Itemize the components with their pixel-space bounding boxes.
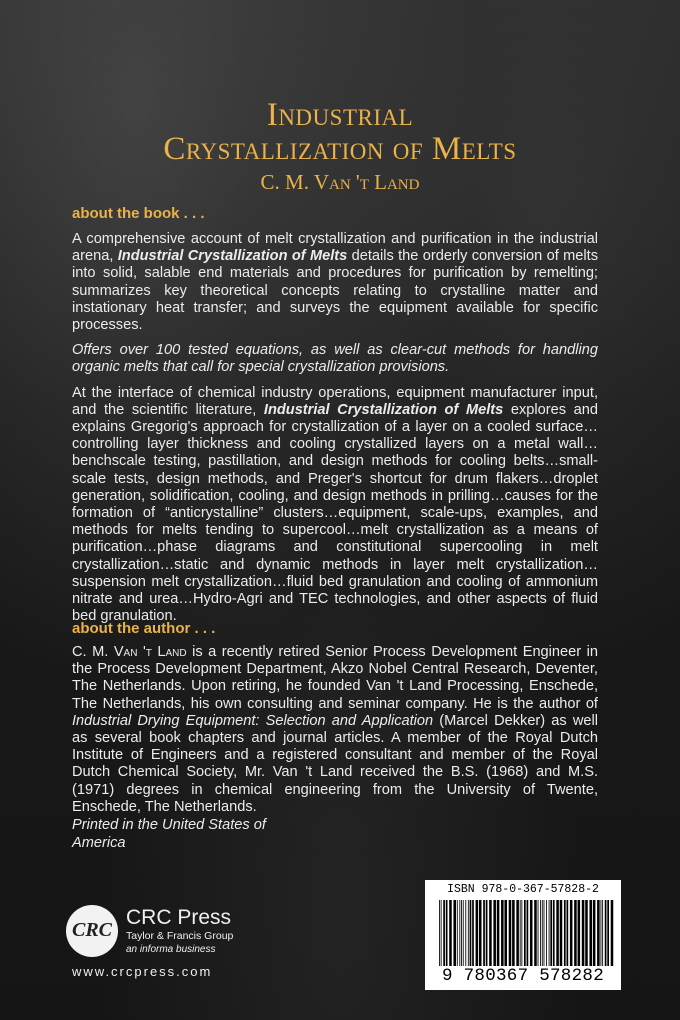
- barcode-bar: [540, 900, 541, 966]
- barcode-bar: [486, 900, 488, 966]
- title-author: C. M. Van 't Land: [260, 170, 420, 194]
- isbn-barcode: [425, 880, 621, 990]
- barcode-bar: [602, 900, 603, 966]
- barcode-bar: [546, 900, 547, 966]
- barcode-bar: [470, 900, 472, 966]
- barcode-bar: [476, 900, 479, 966]
- barcode-bar: [553, 900, 555, 966]
- barcode-bar: [556, 900, 559, 966]
- barcode-bar: [509, 900, 512, 966]
- barcode-bar: [449, 900, 452, 966]
- barcode-bar: [574, 900, 577, 966]
- barcode-bar: [479, 900, 482, 966]
- barcode-bar: [534, 900, 537, 966]
- barcode-bar: [585, 900, 588, 966]
- barcode-bar: [605, 900, 607, 966]
- barcode-bar: [520, 900, 521, 966]
- barcode-bar: [501, 900, 504, 966]
- title-block: [0, 98, 680, 196]
- publisher-group: Taylor & Francis Group: [126, 930, 234, 942]
- barcode-bar: [459, 900, 460, 966]
- barcode-bar: [578, 900, 581, 966]
- crc-logo-icon: CRC: [66, 905, 118, 957]
- barcode-bar: [530, 900, 533, 966]
- barcode-bar: [589, 900, 592, 966]
- barcode-bar: [542, 900, 543, 966]
- publisher-tagline: an informa business: [126, 944, 216, 955]
- book-paragraph-2: Offers over 100 tested equations, as well as clear-cut methods for handling organic melts that call for special crystallization provisions.: [72, 342, 598, 376]
- isbn-label: ISBN 978-0-367-57828-2: [447, 883, 599, 896]
- title-line-2: Crystallization of Melts: [163, 131, 517, 167]
- barcode-bar: [516, 900, 519, 966]
- barcode-bar: [453, 900, 456, 966]
- barcode-bar: [560, 900, 563, 966]
- barcode-bar: [601, 900, 602, 966]
- barcode-bar: [538, 900, 539, 966]
- about-book-section: [72, 231, 598, 625]
- barcode-bar: [465, 900, 466, 966]
- barcode-bar: [489, 900, 492, 966]
- barcode-bar: [463, 900, 464, 966]
- publisher-block: [126, 906, 233, 956]
- barcode-bar: [527, 900, 529, 966]
- barcode-bar: [593, 900, 596, 966]
- printed-in: Printed in the United States of America: [72, 817, 266, 851]
- barcode-bar: [564, 900, 566, 966]
- about-author-heading: about the author . . .: [72, 620, 216, 637]
- book-paragraph-3: At the interface of chemical industry operations, equipment manufacturer input, and the scientific literature, Industrial Crystallization of Melts explores and explains Gregorig's approach for crystallization of a layer on a cooled surface…controlling layer thickness and cooling crystallized layers on a metal wall…benchscale testing, pastillation, and design methods for cooling belts…small-scale tests, design methods, and Preger's shortcut for drum flakers…droplet generation, solidification, cooling, and design methods in prilling…causes for the formation of “anticrystalline” clusters…equipment, scale-ups, examples, and methods for melts tending to supercool…melt crystallization as a means of purification…phase diagrams and constitutional supercooling in melt crystallization…static and dynamic methods in layer melt crystallization…suspension melt crystallization…fluid bed granulation and cooling of ammonium nitrate and urea…Hydro-Agri and TEC technologies, and other aspects of fluid bed granulation.: [72, 384, 598, 625]
- barcode-bar: [504, 900, 507, 966]
- barcode-bar: [544, 900, 545, 966]
- publisher-name: CRC Press: [126, 906, 232, 929]
- barcode-bar: [549, 900, 550, 966]
- barcode-bar: [597, 900, 600, 966]
- barcode-bar: [550, 900, 552, 966]
- barcode-bar: [521, 900, 522, 966]
- about-author-section: [72, 644, 598, 816]
- barcode-bar: [446, 900, 448, 966]
- barcode-bar: [512, 900, 515, 966]
- about-book-heading: about the book . . .: [72, 205, 205, 222]
- barcode-bar: [497, 900, 500, 966]
- isbn-number: 9 780367 578282: [441, 966, 605, 986]
- barcode-bar: [441, 900, 442, 966]
- barcode-bar: [468, 900, 469, 966]
- book-paragraph-1: A comprehensive account of melt crystallization and purification in the industrial arena, Industrial Crystallization of Melts details the orderly conversion of melts into solid, salable end materials and procedures for purification by remelting; summarizes key theoretical concepts relating to crystalline matter and instationary heat transfer; and surveys the equipment available for specific processes.: [72, 231, 599, 334]
- barcode-bar: [483, 900, 485, 966]
- barcode-bars: [439, 900, 614, 966]
- barcode-bar: [461, 900, 462, 966]
- barcode-bar: [524, 900, 526, 966]
- barcode-bar: [611, 900, 614, 966]
- barcode-bar: [439, 900, 440, 966]
- barcode-bar: [457, 900, 458, 966]
- barcode-bar: [607, 900, 609, 966]
- author-paragraph: C. M. Van 't Land is a recently retired Senior Process Development Engineer in the Process Development Department, Akzo Nobel Central Research, Deventer, The Netherlands. Upon retiring, he founded Van 't Land Processing, Enschede, The Netherlands, his own consulting and seminar company. He is the author of Industrial Drying Equipment: Selection and Application (Marcel Dekker) as well as several book chapters and journal articles. A member of the Royal Dutch Institute of Engineers and a registered consultant and member of the Royal Dutch Chemical Society, Mr. Van 't Land received the B.S. (1968) and M.S. (1971) degrees in chemical engineering from the University of Twente, Enschede, The Netherlands.: [72, 644, 598, 815]
- title-line-1: Industrial: [266, 97, 414, 133]
- barcode-bar: [443, 900, 445, 966]
- barcode-bar: [567, 900, 569, 966]
- publisher-website[interactable]: www.crcpress.com: [72, 964, 213, 979]
- barcode-bar: [472, 900, 474, 966]
- barcode-bar: [582, 900, 585, 966]
- barcode-bar: [570, 900, 573, 966]
- barcode-bar: [493, 900, 496, 966]
